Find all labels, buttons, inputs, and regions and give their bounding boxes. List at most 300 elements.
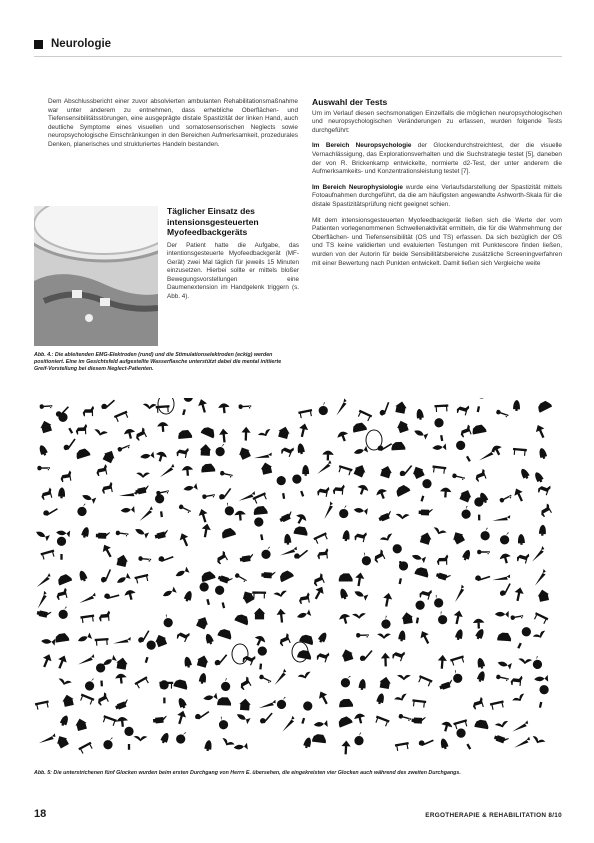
bench-icon: [490, 700, 505, 710]
horse-icon: [95, 692, 110, 706]
mushroom-icon: [181, 465, 193, 476]
guitar-icon: [259, 712, 274, 723]
carrot-icon: [514, 735, 530, 749]
myofeedback-heading: Täglicher Einsatz des intensionsgesteuerten Myofeedbackgeräts: [167, 206, 259, 237]
section-header: [34, 38, 111, 50]
key-icon: [116, 530, 129, 536]
house-icon: [254, 608, 266, 620]
fish-icon: [183, 483, 198, 493]
horse-icon: [55, 587, 69, 600]
arrow-icon: [219, 428, 230, 443]
house-icon: [260, 461, 274, 475]
bell-icon: [462, 549, 472, 562]
bell-icon: [474, 628, 485, 641]
car-icon: [201, 425, 217, 438]
mushroom-icon: [157, 422, 169, 433]
horse-icon: [333, 484, 345, 495]
house-icon: [536, 588, 550, 602]
bell-icon: [317, 631, 328, 644]
arrow-icon: [197, 398, 210, 414]
apple-icon: [499, 531, 511, 546]
tree-icon: [159, 680, 169, 703]
bell-icon: [160, 732, 171, 745]
guitar-icon: [104, 589, 120, 603]
fish-icon: [140, 452, 155, 461]
neuropsychology-paragraph: [312, 142, 562, 176]
fish-icon: [413, 428, 428, 440]
carrot-icon: [78, 652, 95, 667]
apple-icon: [318, 402, 328, 415]
figure4-caption: Abb. 4.: Die ableitenden EMG-Elektroden (rund) und die Stimulationselektroden (eckig) werden positioniert. Eine im Gesichtsfeld aufgestellte Wasserflasche unterstützt dabei die mental initiierte Greif-Vorstellung bei diesem Neglect-Patienten.: [34, 352, 282, 372]
fish-icon: [41, 638, 55, 646]
teapot-icon: [239, 554, 254, 563]
tree-icon: [298, 700, 314, 725]
apple-icon: [461, 506, 471, 519]
fish-icon: [432, 443, 446, 451]
key-icon: [477, 550, 490, 555]
tree-icon: [141, 639, 157, 664]
car-icon: [471, 424, 486, 435]
guitar-icon: [418, 736, 434, 749]
arrow-icon: [341, 740, 351, 754]
horse-icon: [176, 446, 189, 459]
guitar-icon: [101, 400, 115, 409]
key-icon: [238, 404, 251, 409]
apple-icon: [175, 730, 189, 745]
house-icon: [379, 676, 392, 689]
journal-name: ERGOTHERAPIE & REHABILITATION 8/10: [425, 812, 562, 819]
tree-icon: [395, 560, 409, 584]
teapot-icon: [96, 532, 110, 539]
house-icon: [115, 657, 128, 670]
apple-icon: [435, 610, 448, 625]
mushroom-icon: [116, 716, 128, 727]
tree-icon: [96, 663, 107, 687]
carrot-icon: [119, 485, 138, 503]
arrow-icon: [40, 652, 54, 668]
carrot-icon: [449, 584, 468, 602]
mushroom-icon: [490, 444, 505, 458]
horse-icon: [60, 470, 73, 482]
bird-icon: [397, 675, 411, 680]
guitar-icon: [377, 401, 394, 416]
house-icon: [39, 419, 53, 433]
car-icon: [217, 628, 233, 640]
tree-icon: [454, 439, 473, 464]
arrow-icon: [241, 427, 251, 441]
house-icon: [240, 589, 256, 605]
fish-icon: [134, 526, 149, 538]
key-icon: [220, 471, 233, 478]
tree-icon: [455, 727, 474, 752]
mushroom-icon: [375, 487, 389, 500]
guitar-icon: [62, 438, 78, 450]
myofeedback-section: [167, 206, 299, 301]
apple-icon: [58, 606, 69, 620]
bird-icon: [143, 403, 157, 409]
key-icon: [356, 633, 369, 638]
fish-icon: [56, 529, 71, 538]
bench-icon: [134, 574, 149, 584]
horse-icon: [277, 633, 292, 647]
guitar-icon: [399, 465, 414, 476]
mushroom-icon: [440, 487, 452, 498]
guitar-icon: [98, 569, 114, 583]
mushroom-icon: [293, 512, 308, 526]
horse-icon: [538, 503, 553, 518]
bench-icon: [374, 716, 389, 727]
fish-icon: [296, 609, 311, 620]
apple-icon: [216, 715, 230, 730]
arrow-icon: [55, 654, 69, 670]
mushroom-icon: [356, 483, 370, 496]
bench-icon: [533, 612, 548, 624]
bench-icon: [412, 699, 427, 708]
fish-icon: [115, 573, 130, 586]
house-icon: [394, 400, 407, 413]
horse-icon: [176, 628, 191, 642]
apple-icon: [380, 615, 391, 629]
fish-icon: [81, 492, 96, 504]
carrot-icon: [271, 668, 289, 684]
apple-icon: [339, 674, 353, 689]
section-square-icon: [34, 40, 43, 49]
tree-icon: [154, 494, 166, 518]
bird-icon: [136, 473, 150, 478]
bench-icon: [95, 638, 109, 646]
horse-icon: [317, 548, 329, 559]
fish-icon: [353, 506, 368, 515]
fish-icon: [35, 529, 50, 541]
carrot-icon: [332, 398, 351, 415]
fish-icon: [534, 675, 548, 683]
carrot-icon: [492, 569, 511, 587]
fish-icon: [233, 743, 248, 752]
carrot-icon: [113, 632, 132, 649]
bird-icon: [532, 630, 547, 641]
bell-icon: [376, 692, 385, 704]
horse-icon: [95, 464, 108, 476]
carrot-icon: [318, 501, 337, 519]
bench-icon: [298, 409, 313, 418]
carrot-icon: [35, 573, 51, 587]
key-icon: [499, 493, 512, 503]
guitar-icon: [294, 549, 308, 559]
teapot-icon: [419, 508, 433, 515]
apple-icon: [77, 503, 88, 517]
car-icon: [217, 697, 231, 706]
car-icon: [497, 632, 511, 641]
bell-icon: [78, 570, 88, 583]
bird-icon: [432, 527, 447, 537]
key-icon: [510, 614, 523, 621]
horse-icon: [214, 550, 229, 565]
carrot-icon: [492, 509, 511, 527]
mushroom-icon: [322, 450, 334, 460]
bell-icon: [297, 443, 306, 455]
guitar-icon: [218, 488, 234, 500]
bell-icon: [177, 697, 188, 710]
apple-icon: [222, 502, 236, 517]
car-icon: [220, 527, 236, 539]
carrot-icon: [159, 464, 175, 477]
arrow-icon: [200, 523, 211, 538]
tree-icon: [214, 585, 228, 610]
arrow-icon: [452, 609, 464, 624]
carrot-icon: [529, 546, 547, 562]
key-icon: [259, 674, 272, 684]
teapot-icon: [135, 485, 150, 495]
arrow-icon: [354, 572, 365, 587]
house-icon: [74, 717, 88, 731]
mushroom-icon: [353, 712, 367, 724]
bell-icon: [204, 633, 214, 646]
horse-icon: [76, 424, 88, 435]
mushroom-icon: [473, 619, 485, 629]
teapot-icon: [217, 574, 232, 585]
house-icon: [340, 648, 354, 662]
bird-icon: [394, 693, 409, 704]
guitar-icon: [498, 583, 514, 597]
teapot-icon: [378, 511, 393, 523]
car-icon: [474, 719, 489, 729]
intro-paragraph: Dem Abschlussbericht einer zuvor absolvierten ambulanten Rehabilitationsmaßnahme war unter anderem zu entnehmen, dass erhebliche Oberflächen- und Tiefensensibilitätsstörungen, eine ausgeprägte distale Spastizität der linken Hand, auch deutliche Symptome eines visuellen und somatosensorischen Neglects sowie neuropsychologische Einschränkungen in den Bereichen Aufmerksamkeit, prozedurales Denken, planerisches und strukturiertes Handeln bestanden.: [48, 98, 298, 148]
mushroom-icon: [123, 589, 137, 601]
car-icon: [394, 483, 410, 496]
bird-icon: [57, 678, 72, 687]
bell-icon: [455, 628, 465, 640]
house-icon: [277, 425, 291, 439]
arrow-icon: [316, 689, 330, 705]
car-icon: [414, 566, 429, 578]
fish-icon: [313, 720, 327, 728]
teapot-icon: [36, 609, 51, 619]
apple-icon: [339, 505, 349, 518]
fish-icon: [161, 587, 176, 599]
car-icon: [536, 399, 552, 412]
bell-icon: [81, 526, 91, 538]
horse-icon: [280, 443, 295, 457]
figure5-caption: Abb. 5: Die unterstrichenen fünf Glocken wurden beim ersten Durchgang von Herrn E. übersehen, die eingekreisten vier Glocken auch während des zweiten Durchgangs.: [34, 770, 461, 776]
tree-icon: [474, 497, 484, 520]
horse-icon: [473, 468, 488, 482]
mushroom-icon: [154, 450, 168, 463]
bench-icon: [80, 615, 95, 624]
neuropsychology-text: der Glockendurchstreichtest, der die visuelle Vernachlässigung, das Explorationsverhalten und die Suchstrategie testet [5], daneben der von R. Brickenkamp entwickelte, normierte d2-Test, der unter anderem die Aufmerksamkeits- und Konzentrationsleistung testet [7].: [312, 142, 562, 176]
car-icon: [339, 573, 353, 581]
tree-icon: [434, 417, 447, 441]
bench-icon: [79, 694, 94, 706]
bird-icon: [352, 613, 366, 619]
car-icon: [339, 699, 353, 708]
tests-intro: Um im Verlauf diesen sechsmonatigen Einzelfalls die möglichen neuropsychologischen und neuropsychologischen Veränderungen zu erfassen, wurden folgende Tests durchgeführt:: [312, 109, 562, 134]
fish-icon: [174, 567, 189, 579]
bell-icon: [539, 525, 547, 536]
horse-icon: [371, 549, 386, 563]
house-icon: [199, 444, 211, 456]
key-icon: [37, 466, 50, 471]
arrow-icon: [418, 629, 432, 645]
bird-icon: [518, 658, 532, 665]
teapot-icon: [494, 733, 509, 744]
key-icon: [138, 556, 151, 562]
arrow-icon: [276, 608, 287, 623]
page-footer: [34, 808, 562, 820]
key-icon: [40, 404, 53, 409]
bell-circle-marker: [232, 644, 248, 664]
car-icon: [55, 633, 70, 643]
horse-icon: [437, 554, 449, 565]
tree-icon: [179, 398, 194, 416]
bench-icon: [134, 676, 149, 689]
horse-icon: [537, 482, 551, 496]
key-icon: [178, 504, 191, 514]
fish-icon: [353, 588, 368, 600]
house-icon: [419, 531, 433, 545]
bench-icon: [114, 411, 129, 423]
bench-icon: [432, 465, 447, 474]
neurophysiology-lead: Im Bereich Neurophysiologie: [312, 183, 403, 191]
tree-icon: [256, 646, 268, 670]
fish-icon: [495, 611, 509, 618]
tree-icon: [253, 517, 266, 541]
mushroom-icon: [336, 430, 350, 443]
horse-icon: [316, 649, 330, 663]
bird-icon: [380, 533, 395, 544]
fish-icon: [353, 446, 368, 456]
car-icon: [253, 506, 268, 515]
bench-icon: [102, 715, 117, 726]
carrot-icon: [316, 460, 332, 474]
car-icon: [391, 442, 405, 451]
house-icon: [395, 419, 410, 434]
house-icon: [458, 488, 473, 503]
car-icon: [297, 649, 312, 659]
horse-icon: [456, 403, 470, 416]
arrow-icon: [381, 652, 391, 666]
tree-icon: [198, 581, 213, 606]
bench-icon: [434, 404, 448, 412]
bird-icon: [220, 737, 235, 748]
arrow-icon: [177, 531, 191, 547]
tree-icon: [276, 475, 289, 499]
bell-icon: [416, 408, 425, 420]
bell-icon: [533, 471, 544, 484]
teapot-icon: [278, 511, 293, 523]
patient-photo: [34, 206, 158, 346]
key-icon: [398, 713, 411, 721]
arrow-icon: [512, 487, 526, 503]
car-icon: [234, 613, 250, 626]
fish-icon: [120, 506, 134, 514]
house-icon: [54, 733, 70, 749]
bench-icon: [453, 719, 468, 729]
mushroom-icon: [218, 403, 230, 414]
fish-icon: [77, 632, 92, 644]
horse-icon: [40, 487, 54, 500]
house-icon: [353, 463, 368, 478]
horse-icon: [354, 530, 368, 543]
carrot-icon: [239, 489, 256, 504]
car-icon: [173, 678, 188, 689]
car-icon: [200, 570, 216, 582]
house-icon: [237, 445, 252, 460]
neurophysiology-paragraph: [312, 184, 562, 210]
bird-icon: [531, 735, 546, 746]
house-icon: [410, 464, 425, 479]
house-icon: [379, 464, 393, 478]
page-number: 18: [34, 808, 47, 820]
tree-icon: [412, 600, 425, 624]
teapot-icon: [439, 679, 454, 690]
house-icon: [61, 693, 75, 707]
apple-icon: [215, 443, 227, 457]
bench-icon: [337, 465, 352, 476]
bells-test-figure: [34, 398, 562, 762]
house-icon: [450, 529, 466, 545]
apple-icon: [359, 551, 373, 566]
mushroom-icon: [115, 673, 128, 684]
apple-icon: [431, 594, 445, 610]
key-icon: [496, 674, 509, 681]
car-icon: [299, 633, 315, 645]
carrot-icon: [138, 506, 155, 521]
car-icon: [75, 447, 91, 459]
tree-icon: [124, 727, 133, 750]
bell-icon: [302, 465, 309, 476]
bell-icon: [59, 714, 70, 727]
teapot-icon: [153, 715, 167, 723]
apple-icon: [84, 677, 96, 692]
bench-icon: [35, 700, 50, 710]
carrot-icon: [79, 591, 96, 606]
neurophysiology-text: wurde eine Verlaufsdarstellung der Spastizität mittels Fotoaufnahmen durchgeführt, da die am häufigsten angewandte Ashworth-Skala für die distale Spastizitätsprüfung nicht geeignet schien.: [312, 183, 562, 208]
bird-icon: [297, 671, 312, 681]
bird-icon: [273, 590, 288, 598]
carrot-icon: [39, 731, 56, 746]
bird-icon: [512, 693, 527, 705]
bell-icon: [476, 657, 485, 669]
teapot-icon: [154, 530, 169, 540]
tests-heading: Auswahl der Tests: [312, 97, 388, 107]
bench-icon: [252, 591, 266, 598]
carrot-icon: [254, 447, 273, 465]
bell-icon: [198, 672, 207, 684]
car-icon: [201, 463, 215, 472]
sensibility-paragraph: Mit dem intensionsgesteuerten Myofeedbackgerät ließen sich die Werte der vom Patienten vorlegenommenen Schwellenaktivität ermitteln, die für die Wahrnehmung der Oberflächen- und Tiefensensibilität (OS und TS) erfassen. Da sich bezüglich der OS und TS keine validierten und evaluierten Testungen mit Punktescore finden ließen, wurden von der Autorin für beide Sensibilitätsbereiche zusätzliche Screeningverfahren mit einer Bewertung nach Punkten entwickelt. Damit ließen sich Vergleiche weite: [312, 216, 562, 267]
bell-icon: [519, 467, 530, 480]
guitar-icon: [359, 650, 374, 661]
house-icon: [115, 554, 129, 568]
bell-icon: [538, 447, 548, 459]
teapot-icon: [436, 571, 451, 582]
bell-icon: [358, 679, 366, 691]
apple-icon: [276, 695, 288, 710]
carrot-icon: [531, 569, 549, 586]
bell-icon: [38, 444, 49, 457]
mushroom-icon: [440, 720, 454, 733]
arrow-icon: [382, 592, 394, 607]
apple-icon: [102, 736, 115, 751]
horse-icon: [83, 406, 95, 417]
fish-icon: [411, 552, 426, 563]
neuropsychology-lead: Im Bereich Neuropsychologie: [312, 142, 412, 150]
tree-icon: [535, 684, 549, 708]
bird-icon: [93, 429, 108, 438]
tree-icon: [57, 537, 66, 560]
guitar-icon: [158, 552, 174, 565]
bird-icon: [134, 736, 148, 742]
